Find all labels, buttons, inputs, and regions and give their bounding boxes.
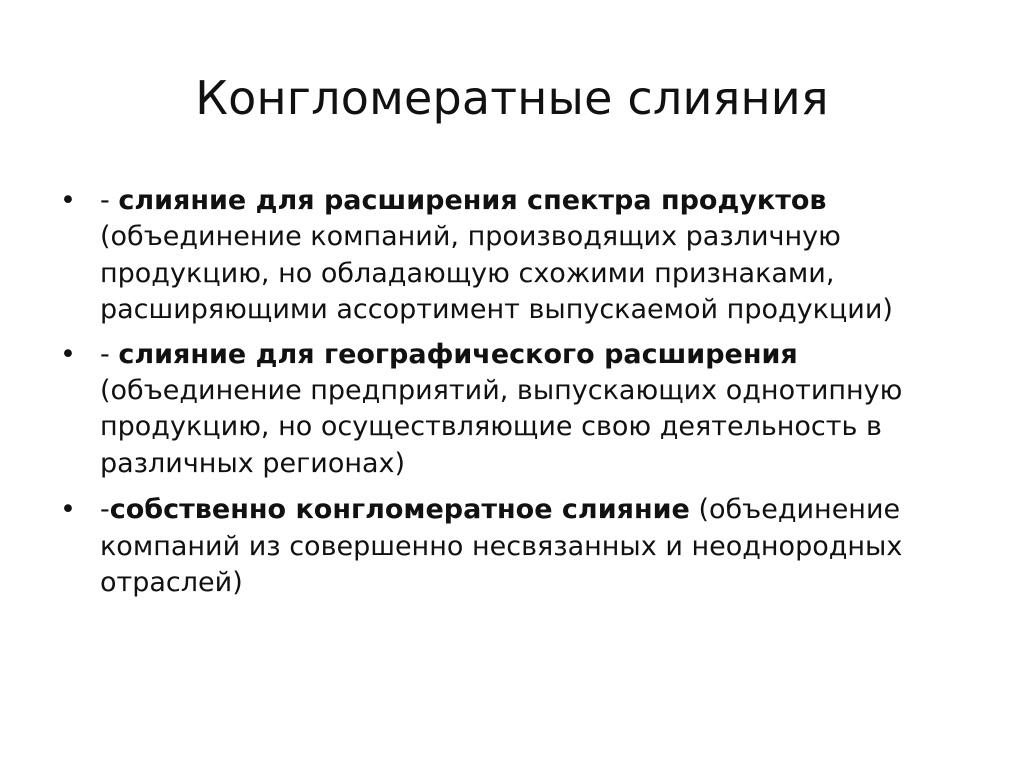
bullet-item-pure-conglomerate xyxy=(60,492,980,601)
bullet-prefix: - xyxy=(100,494,110,526)
bullet-list xyxy=(60,183,980,609)
slide-title: Конгломератные слияния xyxy=(195,71,829,125)
bullet-icon: • xyxy=(60,494,76,526)
bullet-item-product-extension xyxy=(60,183,980,329)
bullet-icon: • xyxy=(60,185,76,216)
bullet-prefix: - xyxy=(100,338,119,370)
bullet-detail: (объединение компаний, производящих различную продукцию, но обладающую схожими признаками, расширяющими ассортимент выпускаемой продукции) xyxy=(100,221,893,326)
bullet-icon: • xyxy=(60,338,76,370)
bullet-item-geographic-extension xyxy=(60,337,980,483)
bullet-lead: слияние для географического расширения xyxy=(118,338,798,370)
bullet-detail: (объединение компаний из совершенно несвязанных и неоднородных отраслей) xyxy=(100,494,903,599)
bullet-prefix: - xyxy=(100,185,119,216)
bullet-lead: собственно конгломератное слияние xyxy=(109,494,690,526)
bullet-detail: (объединение предприятий, выпускающих однотипную продукцию, но осуществляющие свою деятельность в различных регионах) xyxy=(100,375,903,479)
bullet-lead: слияние для расширения спектра продуктов xyxy=(118,185,827,216)
